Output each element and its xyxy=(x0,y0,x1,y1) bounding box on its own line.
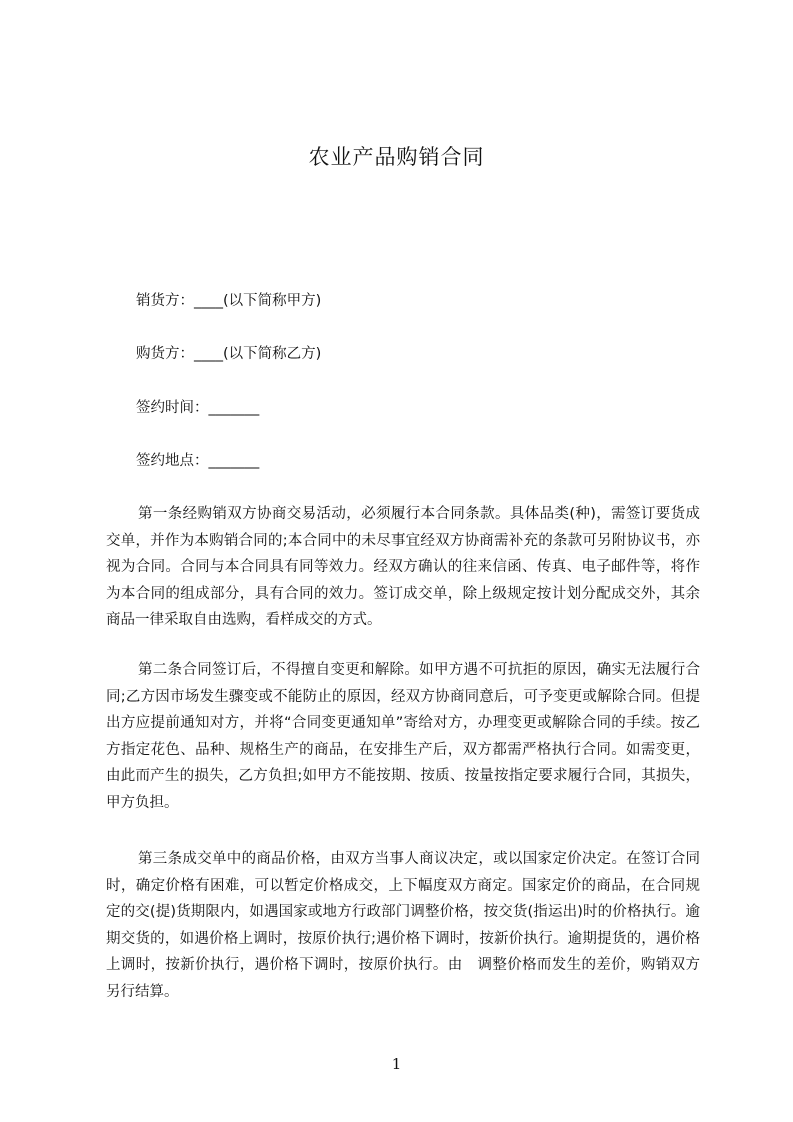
buyer-field: 购货方：____(以下简称乙方) xyxy=(136,346,322,362)
sign-time-field: 签约时间：_______ xyxy=(136,400,260,416)
article-2: 第二条合同签订后，不得擅自变更和解除。如甲方遇不可抗拒的原因，确实无法履行合同;乙方因市场发生骤变或不能防止的原因，经双方协商同意后，可予变更或解除合同。但提出方应提前通知对方，并将“合同变更通知单”寄给对方，办理变更或解除合同的手续。按乙方指定花色、品种、规格生产的商品，在安排生产后，双方都需严格执行合同。如需变更，由此而产生的损失，乙方负担;如甲方不能按期、按质、按量按指定要求履行合同，其损失，甲方负担。 xyxy=(106,662,700,811)
document-title: 农业产品购销合同 xyxy=(308,145,485,169)
page-number: 1 xyxy=(391,1055,402,1073)
article-3: 第三条成交单中的商品价格，由双方当事人商议决定，或以国家定价决定。在签订合同时，确定价格有困难，可以暂定价格成交，上下幅度双方商定。国家定价的商品，在合同规定的交(提)货期限内，如遇国家或地方行政部门调整价格，按交货(指运出)时的价格执行。逾期交货的，如遇价格上调时，按原价执行;遇价格下调时，按新价执行。逾期提货的，遇价格上调时，按新价执行，遇价格下调时，按原价执行。由 调整价格而发生的差价，购销双方另行结算。 xyxy=(106,851,700,1000)
seller-field: 销货方：____(以下简称甲方) xyxy=(136,293,322,309)
sign-place-field: 签约地点：_______ xyxy=(136,453,260,469)
article-1: 第一条经购销双方协商交易活动，必须履行本合同条款。具体品类(种)，需签订要货成交单，并作为本购销合同的;本合同中的未尽事宜经双方协商需补充的条款可另附协议书，亦视为合同。合同与本合同具有同等效力。经双方确认的往来信函、传真、电子邮件等，将作为本合同的组成部分，具有合同的效力。签订成交单，除上级规定按计划分配成交外，其余商品一律采取自由选购，看样成交的方式。 xyxy=(106,506,700,629)
